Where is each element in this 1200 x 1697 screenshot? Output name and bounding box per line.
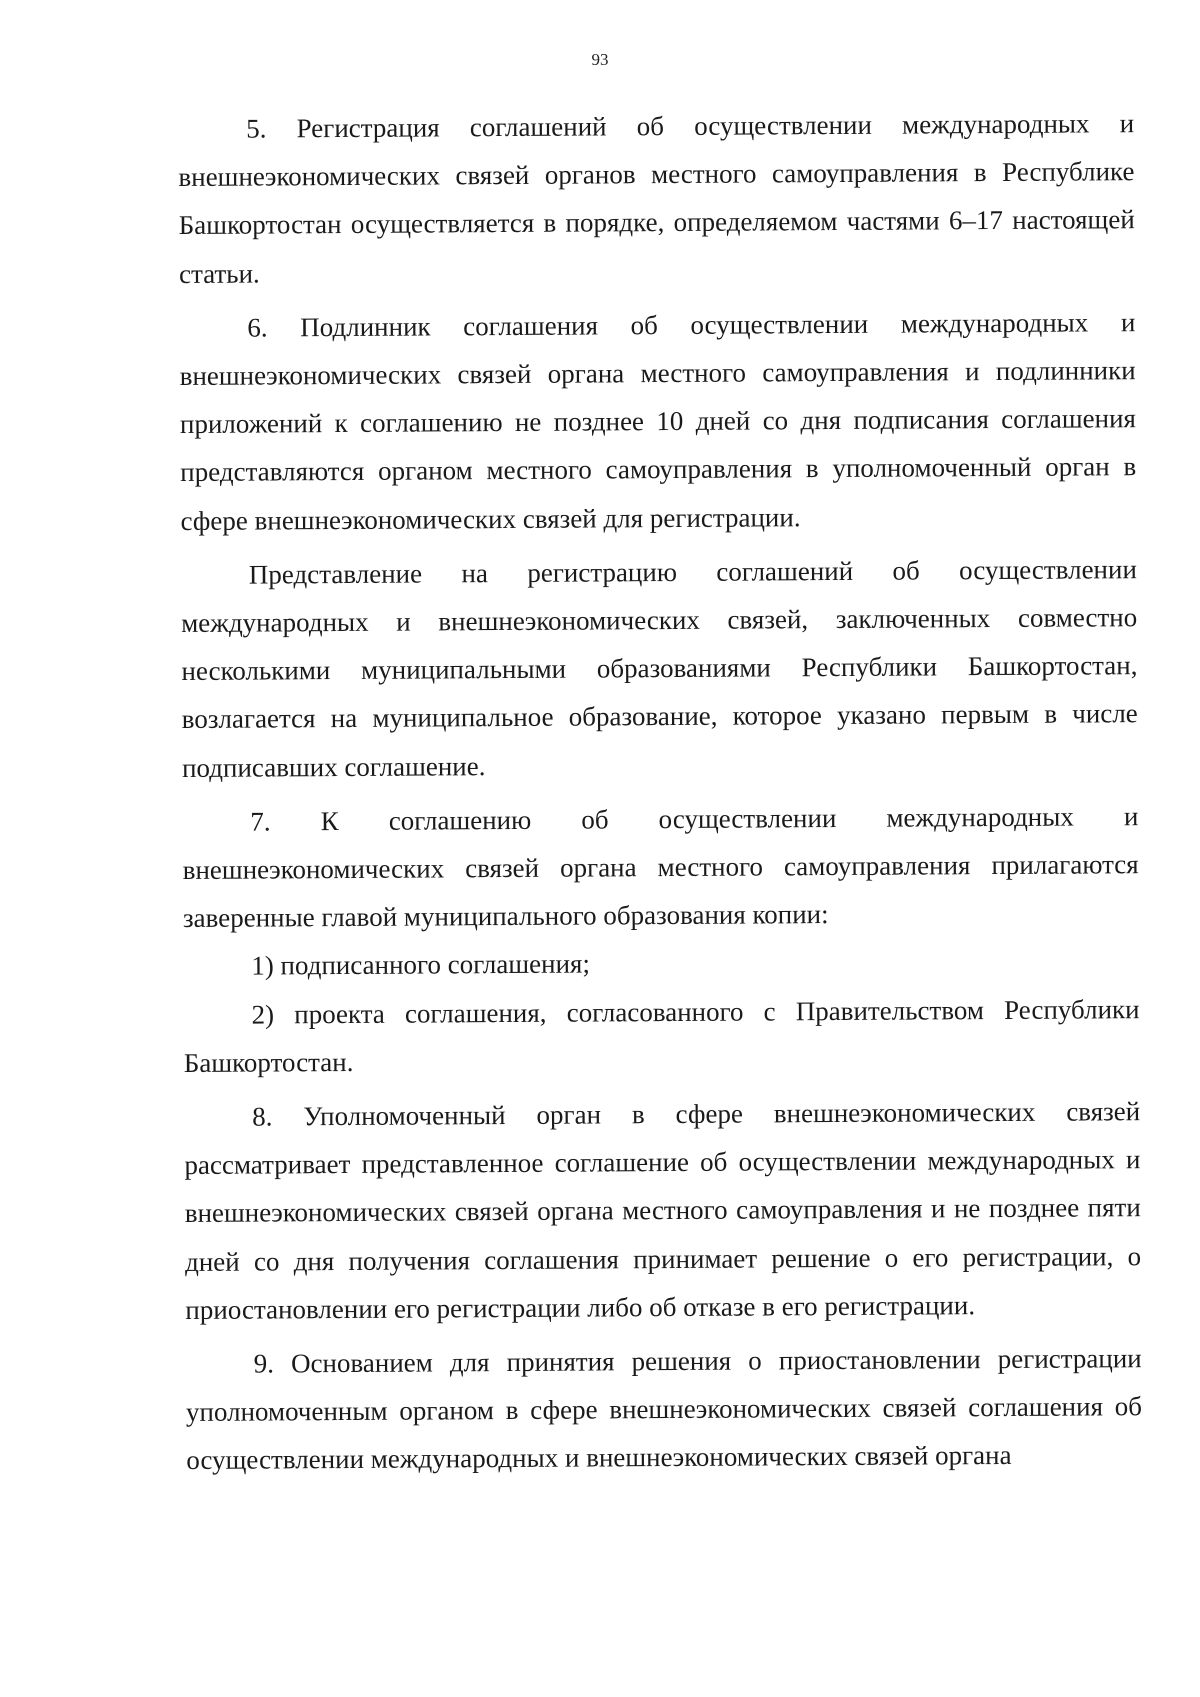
paragraph-7: 7. К соглашению об осуществлении международных и внешнеэкономических связей органа местного самоуправления прилагаются заверенные главой муниципального образования копии:	[182, 800, 1139, 934]
paragraph-8: 8. Уполномоченный орган в сфере внешнеэкономических связей рассматривает представленное соглашение об осуществлении международных и внешнеэкономических связей органа местного самоуправления и не позднее пяти дней со дня получения соглашения принимает решение о его регистрации, о приостановлении его регистрации либо об отказе в его регистрации.	[184, 1096, 1142, 1325]
paragraph-9: 9. Основанием для принятия решения о приостановлении регистрации уполномоченным органом в сфере внешнеэкономических связей соглашения об осуществлении международных и внешнеэкономических связей органа	[185, 1343, 1143, 1476]
page-number: 93	[591, 50, 609, 69]
paragraph-6: 6. Подлинник соглашения об осуществлении международных и внешнеэкономических связей органа местного самоуправления и подлинники приложений к соглашению не позднее 10 дней со дня подписания соглашения представляются органом местного самоуправления в уполномоченный орган в сфере внешнеэкономических связей для регистрации.	[179, 306, 1137, 536]
paragraph-7-item-1: 1) подписанного соглашения;	[251, 948, 590, 982]
paragraph-7-item-2: 2) проекта соглашения, согласованного с Правительством Республики Башкортостан.	[183, 993, 1140, 1078]
paragraph-5: 5. Регистрация соглашений об осуществлении международных и внешнеэкономических связей органов местного самоуправления в Республике Башкортостан осуществляется в порядке, определяемом частями 6–17 настоящей статьи.	[178, 108, 1135, 289]
paragraph-6-submission: Представление на регистрацию соглашений об осуществлении международных и внешнеэкономических связей, заключенных совместно несколькими муниципальными образованиями Республики Башкортостан, возлагается на муниципальное образование, которое указано первым в числе подписавших соглашение.	[181, 553, 1138, 783]
document-body	[178, 99, 1142, 1485]
